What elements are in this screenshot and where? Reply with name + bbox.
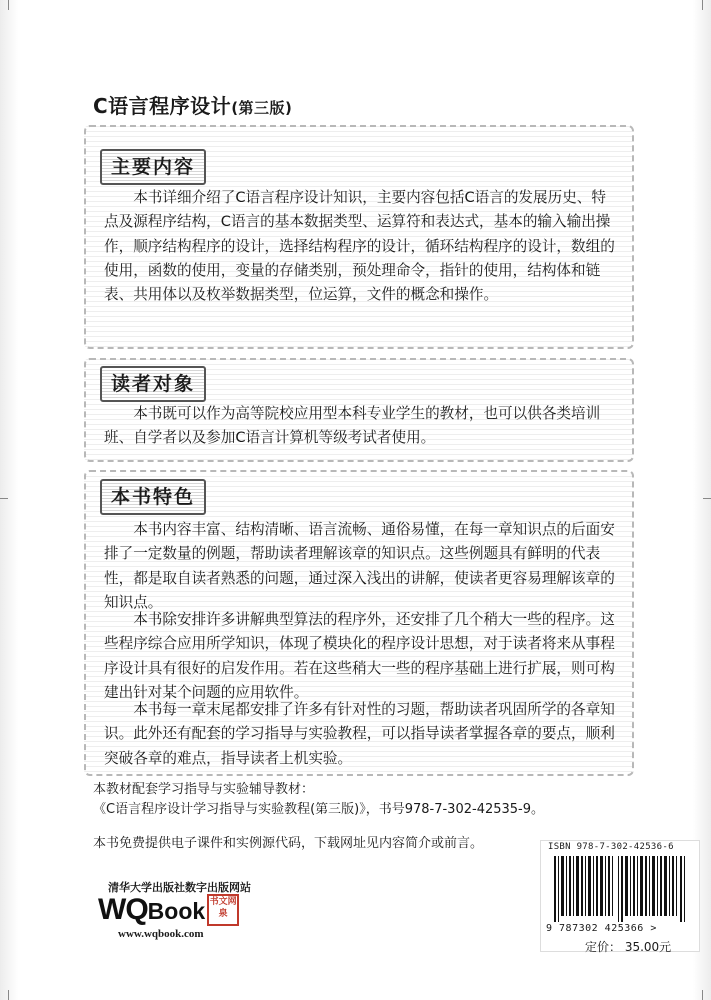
- publisher-logo: [98, 893, 239, 927]
- section-heading-main-content: 主要内容: [100, 149, 206, 185]
- crop-mark-top-left: [8, 0, 9, 10]
- publisher-website[interactable]: www.wqbook.com: [118, 928, 204, 940]
- book-title: [93, 90, 292, 119]
- companion-line-2: 《C语言程序设计学习指导与实验教程(第三版)》，书号978-7-302-42535-9。: [93, 802, 545, 817]
- barcode-digits: 9 787302 425366 >: [546, 923, 657, 934]
- price-label: 定价： 35.00元: [585, 940, 672, 954]
- crop-mark-bottom-left: [8, 990, 9, 1000]
- crop-mark-top-right: [702, 0, 703, 10]
- logo-stamp-icon: 书文网泉: [207, 894, 239, 926]
- resources-note: 本书免费提供电子课件和实例源代码，下载网址见内容简介或前言。: [93, 836, 484, 851]
- crop-mark-right-mid: [703, 498, 711, 499]
- features-paragraph-2: 本书除安排许多讲解典型算法的程序外，还安排了几个稍大一些的程序。这些程序综合应用所学知识，体现了模块化的程序设计思想，对于读者将来从事程序设计具有很好的启发作用。若在这些稍大一些的程序基础上进行扩展，则可构建出针对某个问题的应用软件。: [104, 611, 615, 701]
- audience-paragraph: 本书既可以作为高等院校应用型本科专业学生的教材，也可以供各类培训班、自学者以及参加C语言计算机等级考试者使用。: [104, 405, 601, 447]
- crop-mark-bottom-right: [702, 990, 703, 1000]
- logo-wq: WQ: [98, 893, 148, 926]
- section-heading-audience: 读者对象: [100, 366, 206, 402]
- book-edition: (第三版): [231, 99, 293, 117]
- main-content-paragraph: 本书详细介绍了C语言程序设计知识，主要内容包括C语言的发展历史、特点及源程序结构，C语言的基本数据类型、运算符和表达式，基本的输入输出操作，顺序结构程序的设计，选择结构程序的设计，循环结构程序的设计，数组的使用，函数的使用，变量的存储类别，预处理命令，指针的使用，结构体和链表、共用体以及枚举数据类型，位运算，文件的概念和操作。: [104, 189, 615, 304]
- features-paragraph-3: 本书每一章末尾都安排了许多有针对性的习题，帮助读者巩固所学的各章知识。此外还有配套的学习指导与实验教程，可以指导读者掌握各章的要点，顺利突破各章的难点，指导读者上机实验。: [104, 701, 615, 767]
- companion-line-1: 本教材配套学习指导与实验辅导教材：: [93, 782, 315, 797]
- crop-mark-left-mid: [0, 498, 8, 499]
- section-heading-features: 本书特色: [100, 479, 206, 515]
- publisher-name: 清华大学出版社数字出版网站: [108, 881, 251, 894]
- features-paragraph-1: 本书内容丰富、结构清晰、语言流畅、通俗易懂，在每一章知识点的后面安排了一定数量的例题，帮助读者理解该章的知识点。这些例题具有鲜明的代表性，都是取自读者熟悉的问题，通过深入浅出的讲解，使读者更容易理解该章的知识点。: [104, 521, 615, 611]
- isbn-text: ISBN 978-7-302-42536-6: [548, 842, 674, 852]
- logo-book: Book: [147, 898, 206, 924]
- book-title-main: C语言程序设计: [93, 94, 232, 118]
- barcode-icon: [552, 856, 692, 922]
